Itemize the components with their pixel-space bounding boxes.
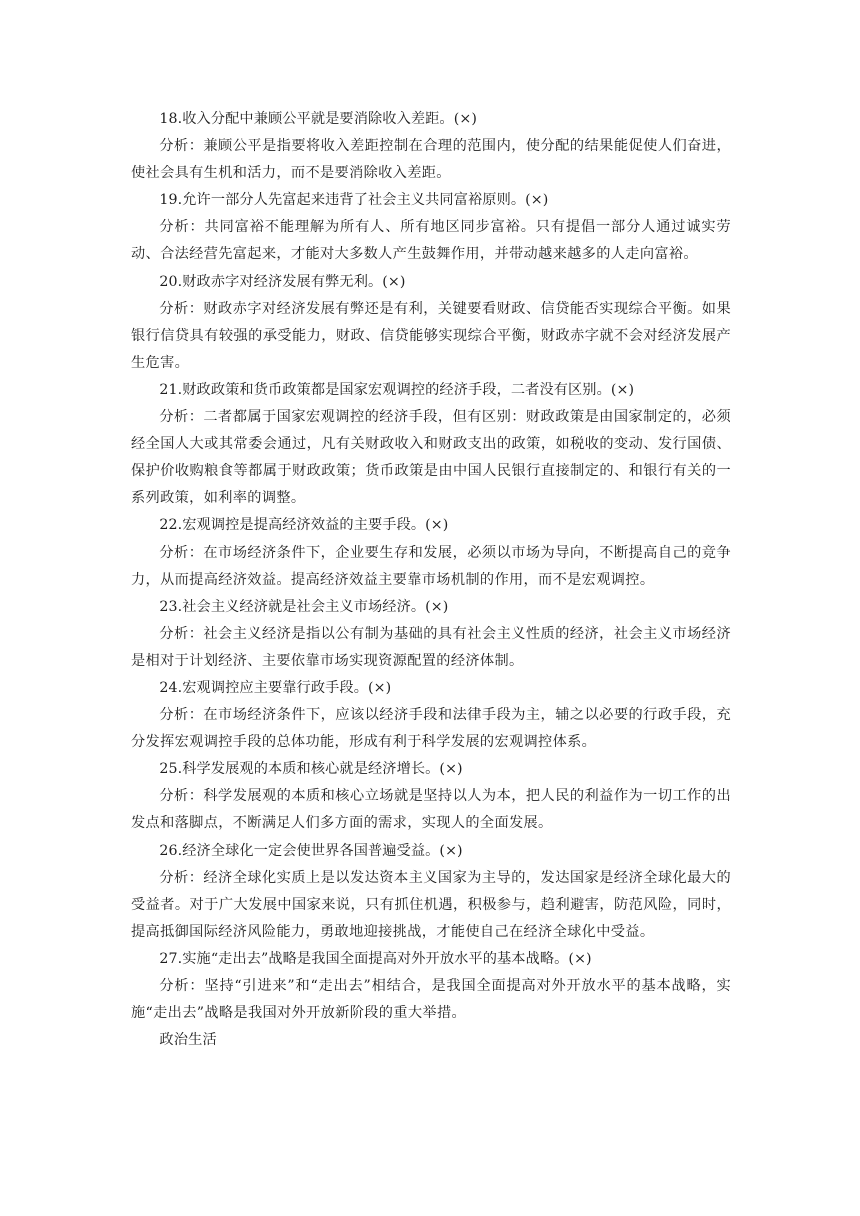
question-18: 18.收入分配中兼顾公平就是要消除收入差距。(×) bbox=[159, 111, 477, 127]
question-21: 21.财政政策和货币政策都是国家宏观调控的经济手段，二者没有区别。(×) bbox=[159, 381, 635, 398]
analysis-24: 分析：在市场经济条件下，应该以经济手段和法律手段为主，辅之以必要的行政手段，充分发挥宏观调控手段的总体功能，形成有利于科学发展的宏观调控体系。 bbox=[131, 707, 731, 751]
analysis-20: 分析：财政赤字对经济发展有弊还是有利，关键要看财政、信贷能否实现综合平衡。如果银行信贷具有较强的承受能力，财政、信贷能够实现综合平衡，财政赤字就不会对经济发展产生危害。 bbox=[131, 300, 731, 371]
analysis-18: 分析：兼顾公平是指要将收入差距控制在合理的范围内，使分配的结果能促使人们奋进，使社会具有生机和活力，而不是要消除收入差距。 bbox=[131, 138, 731, 182]
question-25: 25.科学发展观的本质和核心就是经济增长。(×) bbox=[159, 761, 463, 778]
analysis-21: 分析：二者都属于国家宏观调控的经济手段，但有区别：财政政策是由国家制定的，必须经全国人大或其常委会通过，凡有关财政收入和财政支出的政策，如税收的变动、发行国债、保护价收购粮食等都属于财政政策；货币政策是由中国人民银行直接制定的、和银行有关的一系列政策，如利率的调整。 bbox=[131, 409, 731, 507]
question-23: 23.社会主义经济就是社会主义市场经济。(×) bbox=[159, 598, 449, 615]
question-24: 24.宏观调控应主要靠行政手段。(×) bbox=[159, 679, 392, 696]
question-26: 26.经济全球化一定会使世界各国普遍受益。(×) bbox=[159, 842, 463, 859]
analysis-19: 分析：共同富裕不能理解为所有人、所有地区同步富裕。只有提倡一部分人通过诚实劳动、合法经营先富起来，才能对大多数人产生鼓舞作用，并带动越来越多的人走向富裕。 bbox=[131, 219, 731, 263]
analysis-22: 分析：在市场经济条件下，企业要生存和发展，必须以市场为导向，不断提高自己的竞争力，从而提高经济效益。提高经济效益主要靠市场机制的作用，而不是宏观调控。 bbox=[131, 544, 731, 588]
analysis-25: 分析：科学发展观的本质和核心立场就是坚持以人为本，把人民的利益作为一切工作的出发点和落脚点，不断满足人们多方面的需求，实现人的全面发展。 bbox=[131, 788, 731, 832]
question-19: 19.允许一部分人先富起来违背了社会主义共同富裕原则。(×) bbox=[159, 192, 549, 209]
question-27: 27.实施“走出去”战略是我国全面提高对外开放水平的基本战略。(×) bbox=[159, 950, 592, 967]
question-22: 22.宏观调控是提高经济效益的主要手段。(×) bbox=[159, 517, 449, 534]
analysis-26: 分析：经济全球化实质上是以发达资本主义国家为主导的，发达国家是经济全球化最大的受益者。对于广大发展中国家来说，只有抓住机遇，积极参与，趋利避害，防范风险，同时，提高抵御国际经济风险能力，勇敢地迎接挑战，才能使自己在经济全球化中受益。 bbox=[131, 869, 731, 940]
analysis-23: 分析：社会主义经济是指以公有制为基础的具有社会主义性质的经济，社会主义市场经济是相对于计划经济、主要依靠市场实现资源配置的经济体制。 bbox=[131, 625, 731, 669]
section-heading: 政治生活 bbox=[159, 1032, 217, 1049]
analysis-27: 分析：坚持“引进来”和“走出去”相结合，是我国全面提高对外开放水平的基本战略，实施“走出去”战略是我国对外开放新阶段的重大举措。 bbox=[131, 978, 731, 1022]
question-20: 20.财政赤字对经济发展有弊无利。(×) bbox=[159, 273, 406, 290]
document-page bbox=[131, 106, 731, 1054]
